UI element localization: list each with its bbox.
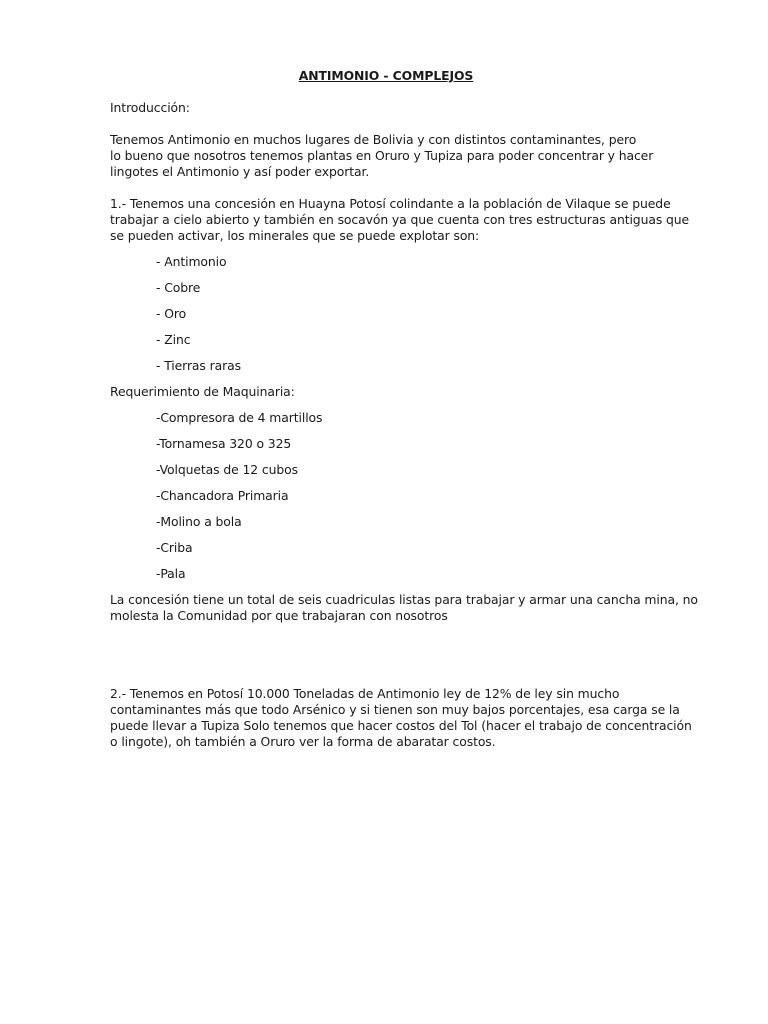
list-item: -Tornamesa 320 o 325 — [156, 436, 292, 451]
list-item: -Chancadora Primaria — [156, 488, 289, 503]
list-item: -Molino a bola — [156, 514, 242, 529]
intro-heading: Introducción: — [110, 100, 190, 115]
intro-line: lingotes el Antimonio y así poder exportar. — [110, 164, 370, 179]
list-item: - Antimonio — [156, 254, 227, 269]
section-2-line: contaminantes más que todo Arsénico y si tienen son muy bajos porcentajes, esa carga se la — [110, 702, 680, 717]
section-1-paragraph — [110, 196, 690, 244]
section-2-paragraph — [110, 686, 692, 750]
concession-line: La concesión tiene un total de seis cuadriculas listas para trabajar y armar una cancha mina, no — [110, 592, 698, 607]
machinery-list — [110, 410, 662, 582]
intro-paragraph — [110, 132, 662, 180]
list-item: - Zinc — [156, 332, 191, 347]
intro-line: Tenemos Antimonio en muchos lugares de Bolivia y con distintos contaminantes, pero — [110, 132, 637, 147]
minerals-list — [110, 254, 662, 374]
list-item: -Volquetas de 12 cubos — [156, 462, 298, 477]
list-item: - Cobre — [156, 280, 201, 295]
document-title: ANTIMONIO - COMPLEJOS — [298, 68, 474, 83]
section-2-line: o lingote), oh también a Oruro ver la forma de abaratar costos. — [110, 734, 496, 749]
intro-line: lo bueno que nosotros tenemos plantas en Oruro y Tupiza para poder concentrar y hacer — [110, 148, 654, 163]
list-item: - Oro — [156, 306, 187, 321]
list-item: - Tierras raras — [156, 358, 241, 373]
list-item: -Pala — [156, 566, 186, 581]
concession-line: molesta la Comunidad por que trabajaran con nosotros — [110, 608, 448, 623]
section-1-line: se pueden activar, los minerales que se puede explotar son: — [110, 228, 480, 243]
section-1-line: trabajar a cielo abierto y también en socavón ya que cuenta con tres estructuras antiguas que — [110, 212, 690, 227]
document-body — [110, 68, 698, 750]
machinery-heading: Requerimiento de Maquinaria: — [110, 384, 295, 399]
concession-paragraph — [110, 592, 698, 624]
section-2-line: 2.- Tenemos en Potosí 10.000 Toneladas de Antimonio ley de 12% de ley sin mucho — [110, 686, 620, 701]
section-1-line: 1.- Tenemos una concesión en Huayna Potosí colindante a la población de Vilaque se puede — [110, 196, 671, 211]
list-item: -Compresora de 4 martillos — [156, 410, 323, 425]
list-item: -Criba — [156, 540, 193, 555]
section-2-line: puede llevar a Tupiza Solo tenemos que hacer costos del Tol (hacer el trabajo de concentración — [110, 718, 692, 733]
